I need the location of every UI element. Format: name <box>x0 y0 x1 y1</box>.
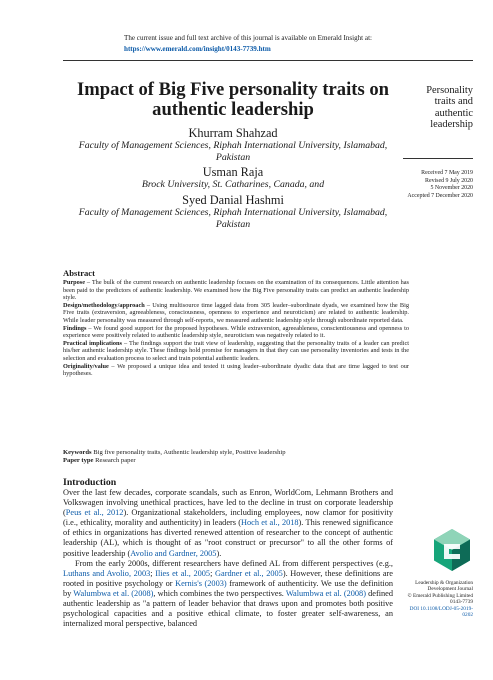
submission-dates <box>385 170 473 200</box>
intro-paragraph-2 <box>63 559 393 630</box>
intro-text: ). However, these definitions are rooted in positive psychology or <box>63 568 393 588</box>
purpose-label: Purpose <box>63 279 86 286</box>
running-topic <box>403 85 473 130</box>
date-accepted: Accepted 7 December 2020 <box>407 192 473 199</box>
abstract-practical <box>63 340 409 363</box>
author-name: Khurram Shahzad <box>188 126 278 140</box>
intro-text: framework of authenticity. We use the definition by <box>63 578 393 598</box>
date-revised-2: 5 November 2020 <box>430 185 473 192</box>
design-label: Design/methodology/approach <box>63 301 145 309</box>
access-notice-text: The current issue and full text archive of this journal is available on Emerald Insight at: <box>124 34 373 42</box>
citation-link[interactable]: Walumbwa et al. (2008) <box>285 588 366 598</box>
introduction-heading: Introduction <box>63 477 117 488</box>
running-topic-line: Personality <box>426 85 473 96</box>
abstract-heading: Abstract <box>63 268 95 278</box>
abstract-originality <box>63 363 409 378</box>
originality-text: – We proposed a unique idea and tested it using leader–subordinate dyadic data that are time lagged to test our hypotheses. <box>63 362 409 378</box>
intro-text: defined authentic leadership as "a pattern of leader behavior that draws upon and promotes both positive psychological capacities and a positive ethical climate, to foster greater self-awareness, an internalized moral perspective, balanced <box>63 588 393 629</box>
citation-link[interactable]: Hoch et al., 2018 <box>241 518 299 528</box>
citation-link[interactable]: Luthans and Avolio, 2003 <box>63 568 151 578</box>
issn: 0143-7739 <box>450 599 473 606</box>
side-divider <box>403 158 473 159</box>
author-affiliation: Brock University, St. Catharines, Canada, and <box>141 179 325 190</box>
practical-label: Practical implications <box>63 339 122 347</box>
header-divider <box>63 60 473 61</box>
intro-text: From the early 2000s, different researchers have defined AL from different perspectives (e.g., <box>75 558 393 568</box>
keywords-text: Big five personality traits, Authentic leadership style, Positive leadership <box>91 449 286 456</box>
citation-link[interactable]: Gardner et al., 2005 <box>215 568 283 578</box>
citation-link[interactable]: Ilies et al., 2005 <box>155 568 211 578</box>
running-topic-line: leadership <box>430 118 473 130</box>
date-revised: Revised 9 July 2020 <box>425 177 473 184</box>
citation-link[interactable]: Kernis's (2003) <box>175 578 227 588</box>
originality-label: Originality/value <box>63 362 109 370</box>
author-affiliation: Faculty of Management Sciences, Riphah International University, Islamabad, Pakistan <box>78 140 388 163</box>
citation-link[interactable]: Avolio and Gardner, 2005 <box>130 548 217 558</box>
intro-text: Over the last few decades, corporate scandals, such as Enron, WorldCom, Lehmann Brothers and Volkswagen involving unethical practices, have led to the decline in trust on corporate leadership ( <box>63 488 393 518</box>
paper-type-label: Paper type <box>63 457 94 465</box>
intro-text: ; <box>150 568 156 578</box>
intro-paragraph-1 <box>63 488 393 559</box>
author-name: Syed Danial Hashmi <box>182 193 284 207</box>
paper-type <box>63 457 409 465</box>
paper-title: Impact of Big Five personality traits on authentic leadership <box>77 79 389 120</box>
abstract-findings <box>63 325 409 340</box>
date-received: Received 7 May 2019 <box>421 170 473 176</box>
keywords <box>63 449 409 457</box>
journal-name-2: Development Journal <box>427 586 473 593</box>
intro-text: , which combines the two perspectives. <box>153 588 286 598</box>
paper-type-text: Research paper <box>93 457 136 465</box>
journal-name: Leadership & Organization <box>415 580 473 586</box>
access-notice <box>124 33 414 54</box>
citation-link[interactable]: Peus et al., 2012 <box>65 508 124 518</box>
findings-label: Findings <box>63 324 87 332</box>
abstract-design <box>63 302 409 325</box>
emerald-publisher-logo-icon <box>433 528 471 572</box>
intro-text: ; <box>210 568 216 578</box>
abstract-body <box>63 279 409 378</box>
intro-text: ). This renewed significance of ethics in organizations has diverted renewed attention of researcher to the concept of authentic leadership (AL), which is thought of as "root construct or precursor" to all the other forms of positive leadership ( <box>63 518 393 558</box>
journal-archive-link[interactable]: https://www.emerald.com/insight/0143-7739.htm <box>124 44 271 53</box>
practical-text: – The findings support the trait view of leadership, suggesting that the personality traits of a leader can predict his/her authentic leadership style. These findings hold promise for managers in that they can use personality inventories and tests in the selection and evaluation process to select and train potential authentic leaders. <box>63 339 409 362</box>
findings-text: – We found good support for the proposed hypotheses. While extraversion, agreeableness, conscientiousness and openness to experience were positively related to authentic leadership style, neuroticism was negatively related to it. <box>63 324 409 340</box>
design-text: – Using multisource time lagged data from 305 leader–subordinate dyads, we examined how the Big Five traits (extraversion, agreeableness, consciousness, openness to experience and neuroticism) are related to authentic leadership. While leader personality was measured through self-reports, we measured authentic leadership style through subordinate reported data. <box>63 301 409 324</box>
author-affiliation: Faculty of Management Sciences, Riphah International University, Islamabad, Pakistan <box>78 207 388 230</box>
running-topic-line: authentic <box>434 107 473 119</box>
intro-text: ). Organizational stakeholders, including employees, now clamor for positivity (i.e., ethicality, morality and authenticity) in leaders ( <box>63 508 393 528</box>
keywords-label: Keywords <box>63 449 92 456</box>
publisher: © Emerald Publishing Limited <box>407 592 473 599</box>
doi-link[interactable]: DOI 10.1108/LODJ-05-2019-0202 <box>409 605 473 619</box>
author-name: Usman Raja <box>202 165 264 179</box>
journal-info <box>400 580 473 618</box>
introduction-body <box>63 488 393 629</box>
keywords-block <box>63 449 409 465</box>
abstract-purpose <box>63 279 409 302</box>
running-topic-line: traits and <box>434 96 473 108</box>
citation-link[interactable]: Walumbwa et al. (2008) <box>73 588 154 598</box>
intro-text: ). <box>216 548 222 558</box>
purpose-text: – The bulk of the current research on authentic leadership focuses on the examination of its consequences. Little attention has been paid to the predictors of authentic leadership. We examined how the Big Five personality traits can predict an authentic leadership style. <box>63 279 409 302</box>
